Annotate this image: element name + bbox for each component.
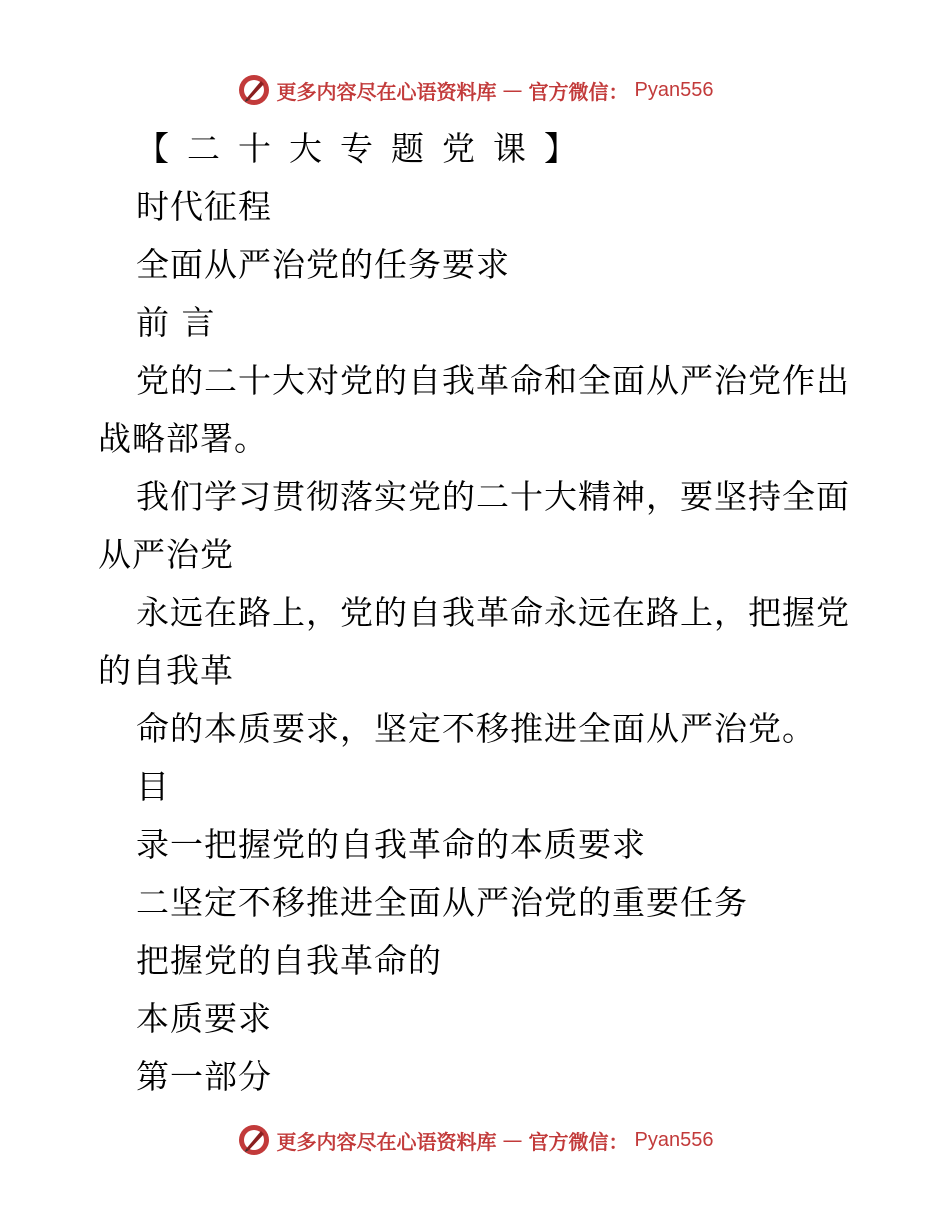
document-title: 【二十大专题党课】 <box>136 129 595 168</box>
header-watermark-banner <box>0 70 950 110</box>
banner-slogan: 更多内容尽在心语资料库 <box>276 79 497 104</box>
text-line: 时代征程 <box>136 187 272 226</box>
banner-label: 官方微信： <box>528 79 629 104</box>
text-line: 从严治党 <box>98 535 234 574</box>
banner-label: 官方微信： <box>528 1129 629 1154</box>
text-line: 目 <box>136 767 170 806</box>
text-line: 前 言 <box>136 303 216 342</box>
banner-slogan: 更多内容尽在心语资料库 <box>276 1129 497 1154</box>
text-line: 本质要求 <box>136 999 272 1038</box>
banner-separator: — <box>502 1128 523 1152</box>
text-line: 我们学习贯彻落实党的二十大精神，要坚持全面 <box>136 477 850 516</box>
banner-handle: Pyan556 <box>634 78 714 101</box>
text-line: 的自我革 <box>98 651 234 690</box>
text-line: 命的本质要求，坚定不移推进全面从严治党。 <box>136 709 816 748</box>
document-body <box>98 120 858 1106</box>
text-line: 二坚定不移推进全面从严治党的重要任务 <box>136 883 748 922</box>
banner-separator: — <box>502 78 523 102</box>
text-line: 录一把握党的自我革命的本质要求 <box>136 825 646 864</box>
text-line: 把握党的自我革命的 <box>136 941 442 980</box>
text-line: 党的二十大对党的自我革命和全面从严治党作出 <box>136 361 850 400</box>
text-line: 第一部分 <box>136 1057 272 1096</box>
quill-logo-icon <box>237 1123 271 1157</box>
banner-handle: Pyan556 <box>634 1128 714 1151</box>
text-line: 全面从严治党的任务要求 <box>136 245 510 284</box>
text-line: 永远在路上，党的自我革命永远在路上，把握党 <box>136 593 850 632</box>
text-line: 战略部署。 <box>98 419 268 458</box>
quill-logo-icon <box>237 73 271 107</box>
footer-watermark-banner <box>0 1120 950 1160</box>
